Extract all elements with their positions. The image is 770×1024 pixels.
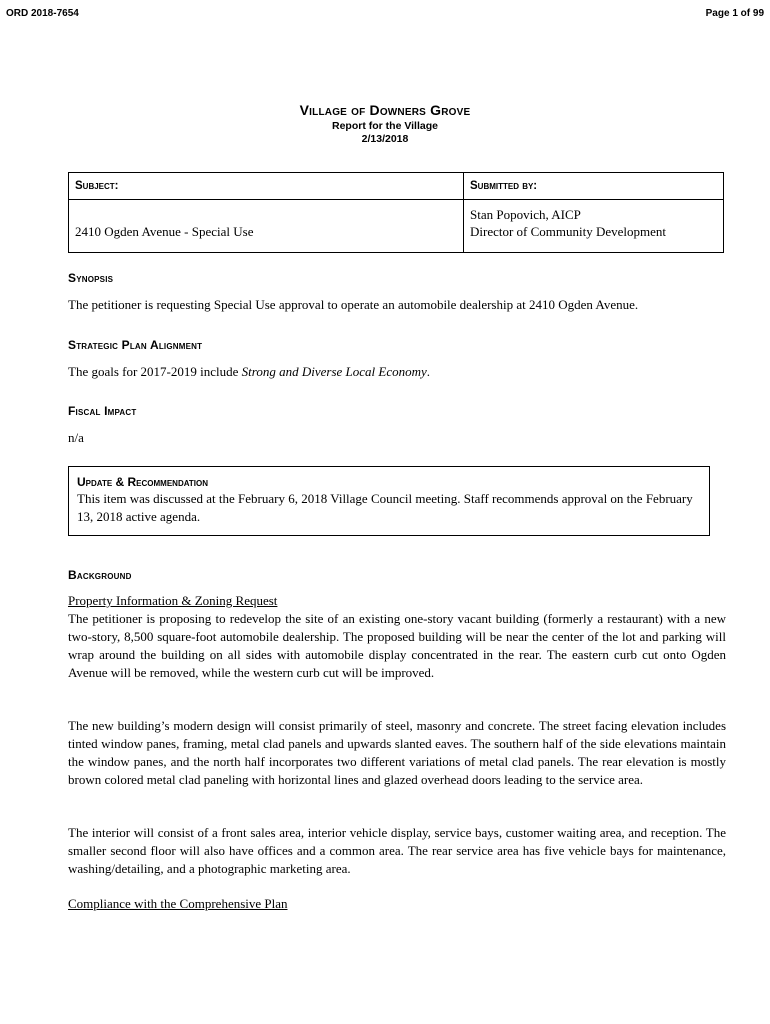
background-heading: Background <box>68 568 132 582</box>
strategic-text-prefix: The goals for 2017-2019 include <box>68 364 242 379</box>
submitted-by-cell <box>464 200 724 253</box>
strategic-heading: Strategic Plan Alignment <box>68 338 203 352</box>
subject-cell <box>69 200 464 253</box>
recommendation-box <box>68 466 710 536</box>
synopsis-heading: Synopsis <box>68 271 114 285</box>
report-date: 2/13/2018 <box>361 133 409 145</box>
subject-value: 2410 Ogden Avenue - Special Use <box>75 224 254 239</box>
fiscal-heading: Fiscal Impact <box>68 404 137 418</box>
background-para-2: The new building’s modern design will consist primarily of steel, masonry and concrete. The street facing elevation includes tinted window panes, framing, metal clad panels and upwards slanted eaves. The southern half of the side elevations maintain the window panes, and the north half incorporates two different variations of metal clad panels. The rear elevation is mostly brown colored metal clad paneling with horizontal lines and glazed overhead doors leading to the service area. <box>68 718 726 787</box>
page-number: Page 1 of 99 <box>705 8 764 19</box>
submitter-name: Stan Popovich, AICP <box>470 207 581 222</box>
report-subtitle: Report for the Village <box>332 120 438 132</box>
subject-label: Subject: <box>69 173 464 200</box>
fiscal-text: n/a <box>68 430 84 445</box>
background-para-3: The interior will consist of a front sales area, interior vehicle display, service bays, customer waiting area, and reception. The smaller second floor will also have offices and a common area. The rear service area has five vehicle bays for maintenance, washing/detailing, and a photographic marketing area. <box>68 825 726 876</box>
subject-table <box>68 172 724 253</box>
comprehensive-plan-subheading: Compliance with the Comprehensive Plan <box>68 896 288 911</box>
strategic-text-suffix: . <box>426 364 431 379</box>
synopsis-text: The petitioner is requesting Special Use approval to operate an automobile dealership at 2410 Ogden Avenue. <box>68 297 639 312</box>
strategic-goal: Strong and Diverse Local Economy <box>241 364 427 379</box>
submitter-title: Director of Community Development <box>470 224 667 239</box>
submitted-by-label: Submitted by: <box>464 173 724 200</box>
strategic-text <box>68 363 726 381</box>
recommendation-text: This item was discussed at the February 6, 2018 Village Council meeting. Staff recommends approval on the February 13, 2018 active agenda. <box>77 491 693 524</box>
page-title: Village of Downers Grove <box>299 102 471 118</box>
background-para-1: The petitioner is proposing to redevelop the site of an existing one-story vacant building (formerly a restaurant) with a new two-story, 8,500 square-foot automobile dealership. The proposed building will be near the center of the lot and parking will wrap around the building on all sides with automobile display concentrated in the rear. The eastern curb cut onto Ogden Avenue will be removed, while the western curb cut will be improved. <box>68 611 726 680</box>
document-id: ORD 2018-7654 <box>6 8 79 19</box>
title-block <box>0 102 770 145</box>
property-info-subheading: Property Information & Zoning Request <box>68 593 278 608</box>
recommendation-heading: Update & Recommendation <box>77 475 209 489</box>
